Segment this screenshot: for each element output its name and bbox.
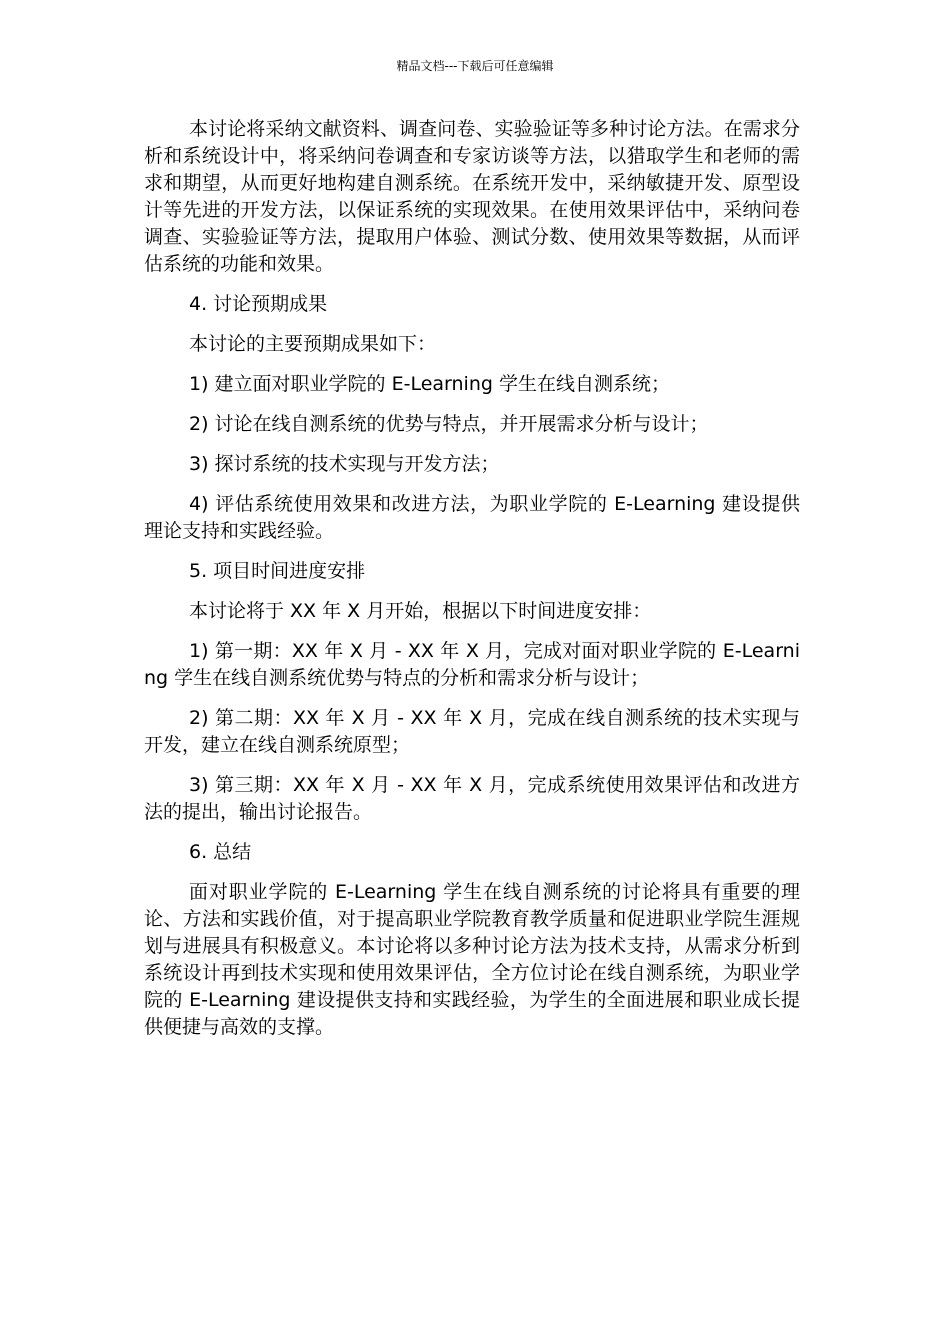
list-item-phase-1: 1) 第一期：XX 年 X 月 - XX 年 X 月，完成对面对职业学院的 E-Learning 学生在线自测系统优势与特点的分析和需求分析与设计； bbox=[144, 640, 800, 689]
section-heading-summary: 6. 总结 bbox=[189, 841, 252, 863]
list-item-result-4: 4) 评估系统使用效果和改进方法，为职业学院的 E-Learning 建设提供理论支持和实践经验。 bbox=[144, 493, 800, 542]
list-item-result-3: 3) 探讨系统的技术实现与开发方法； bbox=[189, 453, 500, 475]
section-heading-schedule: 5. 项目时间进度安排 bbox=[189, 560, 366, 582]
list-item-phase-3: 3) 第三期：XX 年 X 月 - XX 年 X 月，完成系统使用效果评估和改进方法的提出，输出讨论报告。 bbox=[144, 774, 800, 823]
list-item-result-2: 2) 讨论在线自测系统的优势与特点，并开展需求分析与设计； bbox=[189, 413, 709, 435]
paragraph-summary: 面对职业学院的 E-Learning 学生在线自测系统的讨论将具有重要的理论、方法和实践价值，对于提高职业学院教育教学质量和促进职业学院生涯规划与进展具有积极意义。本讨论将以多种讨论方法为技术支持，从需求分析到系统设计再到技术实现和使用效果评估，全方位讨论在线自测系统，为职业学院的 E-Learning 建设提供支持和实践经验，为学生的全面进展和职业成长提供便捷与高效的支撑。 bbox=[144, 881, 800, 1038]
paragraph-schedule-intro: 本讨论将于 XX 年 X 月开始，根据以下时间进度安排： bbox=[189, 600, 652, 622]
paragraph-results-intro: 本讨论的主要预期成果如下： bbox=[189, 333, 437, 355]
list-item-result-1: 1) 建立面对职业学院的 E-Learning 学生在线自测系统； bbox=[189, 373, 670, 395]
page-header: 精品文档---下载后可任意编辑 bbox=[396, 59, 554, 73]
paragraph-methods: 本讨论将采纳文献资料、调查问卷、实验验证等多种讨论方法。在需求分析和系统设计中，将采纳问卷调查和专家访谈等方法，以猎取学生和老师的需求和期望，从而更好地构建自测系统。在系统开发中，采纳敏捷开发、原型设计等先进的开发方法，以保证系统的实现效果。在使用效果评估中，采纳问卷调查、实验验证等方法，提取用户体验、测试分数、使用效果等数据，从而评估系统的功能和效果。 bbox=[144, 118, 800, 275]
list-item-phase-2: 2) 第二期：XX 年 X 月 - XX 年 X 月，完成在线自测系统的技术实现与开发，建立在线自测系统原型； bbox=[144, 707, 800, 756]
document-body bbox=[144, 116, 800, 1054]
section-heading-expected-results: 4. 讨论预期成果 bbox=[189, 293, 328, 315]
